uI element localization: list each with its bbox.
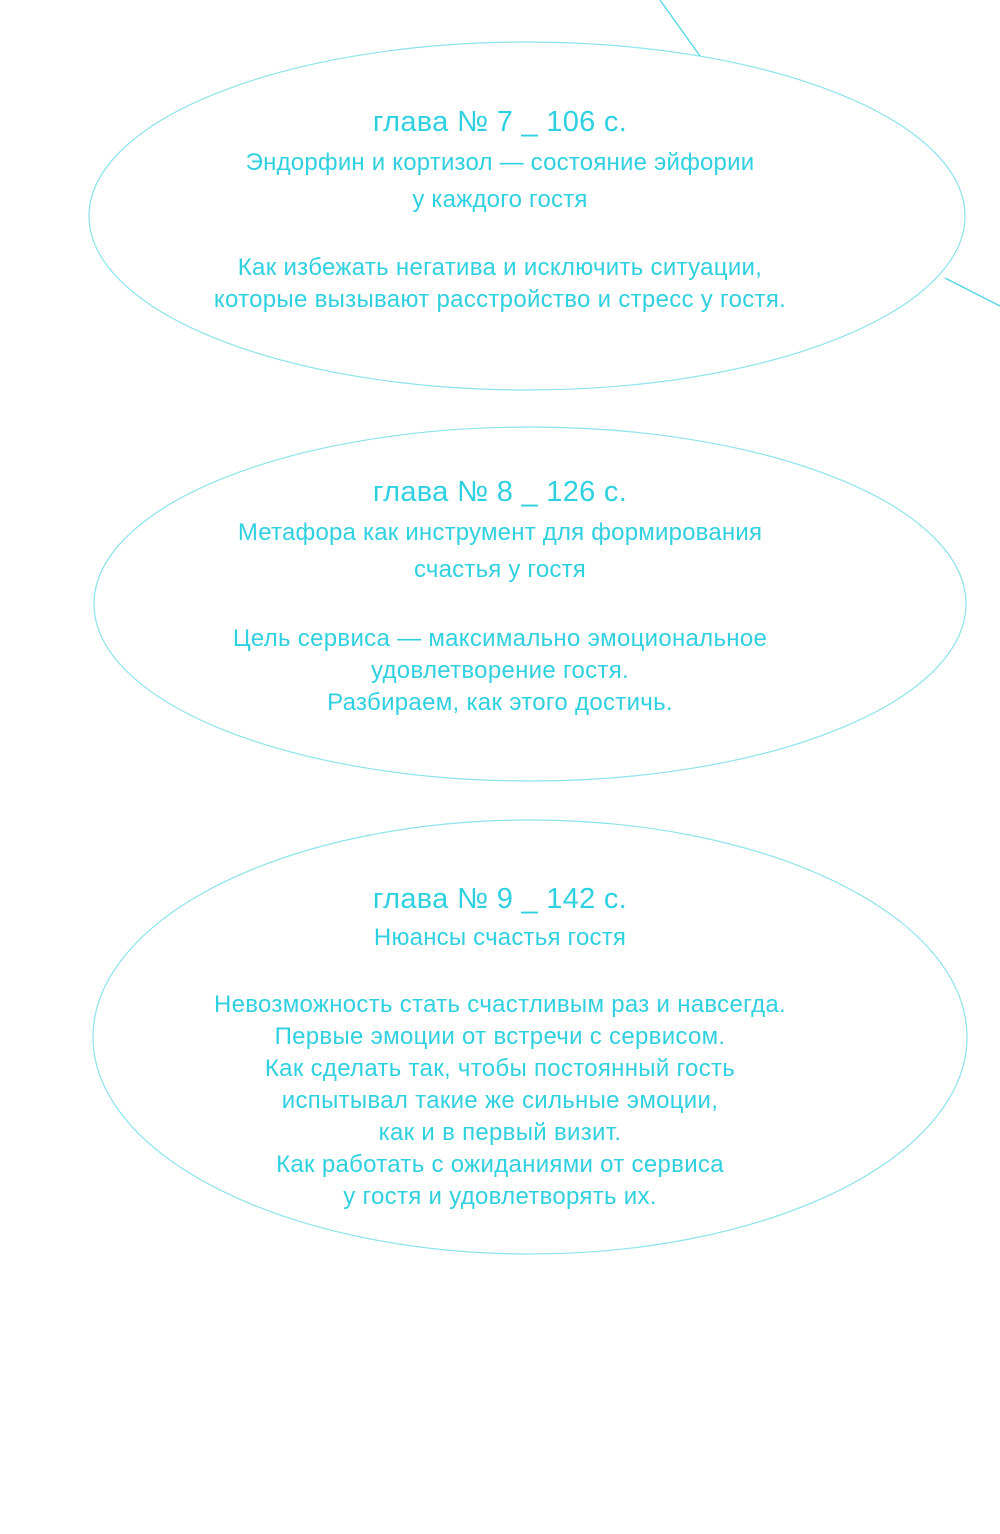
chapter-8-block	[0, 474, 1000, 719]
chapter-9-description	[0, 989, 1000, 1213]
chapter-7-description	[0, 252, 1000, 316]
chapter-9-description-line: Невозможность стать счастливым раз и навсегда.	[213, 991, 787, 1018]
chapter-9-block	[0, 881, 1000, 1213]
chapter-7-description-line: которые вызывают расстройство и стресс у гостя.	[213, 286, 787, 313]
chapter-9-subtitle-line: Нюансы счастья гостя	[373, 924, 627, 951]
chapter-7-block	[0, 104, 1000, 316]
chapter-7-description-line: Как избежать негатива и исключить ситуации,	[237, 254, 763, 281]
chapter-7-subtitle-line: Эндорфин и кортизол — состояние эйфории	[245, 149, 755, 176]
connector-line-top	[660, 0, 700, 56]
chapter-7-subtitle	[0, 144, 1000, 218]
chapter-8-description-line: удовлетворение гостя.	[370, 657, 630, 684]
chapter-9-description-line: испытывал такие же сильные эмоции,	[281, 1087, 719, 1114]
chapter-8-subtitle-line: Метафора как инструмент для формирования	[237, 519, 763, 546]
chapter-9-description-line: Как работать с ожиданиями от сервиса	[276, 1151, 724, 1178]
chapter-8-subtitle-line: счастья у гостя	[414, 556, 586, 583]
chapter-9-description-line: Первые эмоции от встречи с сервисом.	[274, 1023, 726, 1050]
chapter-9-description-line: как и в первый визит.	[378, 1119, 622, 1146]
chapter-7-subtitle-line: у каждого гостя	[412, 186, 588, 213]
chapter-7-title: глава № 7 _ 106 с.	[372, 106, 628, 138]
chapter-8-description-line: Цель сервиса — максимально эмоциональное	[232, 625, 768, 652]
chapter-9-description-line: Как сделать так, чтобы постоянный гость	[264, 1055, 736, 1082]
chapter-8-description-line: Разбираем, как этого достичь.	[327, 689, 673, 716]
chapter-9-subtitle	[0, 919, 1000, 956]
chapter-9-description-line: у гостя и удовлетворять их.	[343, 1183, 657, 1210]
chapter-8-subtitle	[0, 514, 1000, 588]
chapter-8-title: глава № 8 _ 126 с.	[372, 476, 628, 508]
chapter-8-description	[0, 623, 1000, 719]
chapter-9-title: глава № 9 _ 142 с.	[372, 883, 628, 915]
